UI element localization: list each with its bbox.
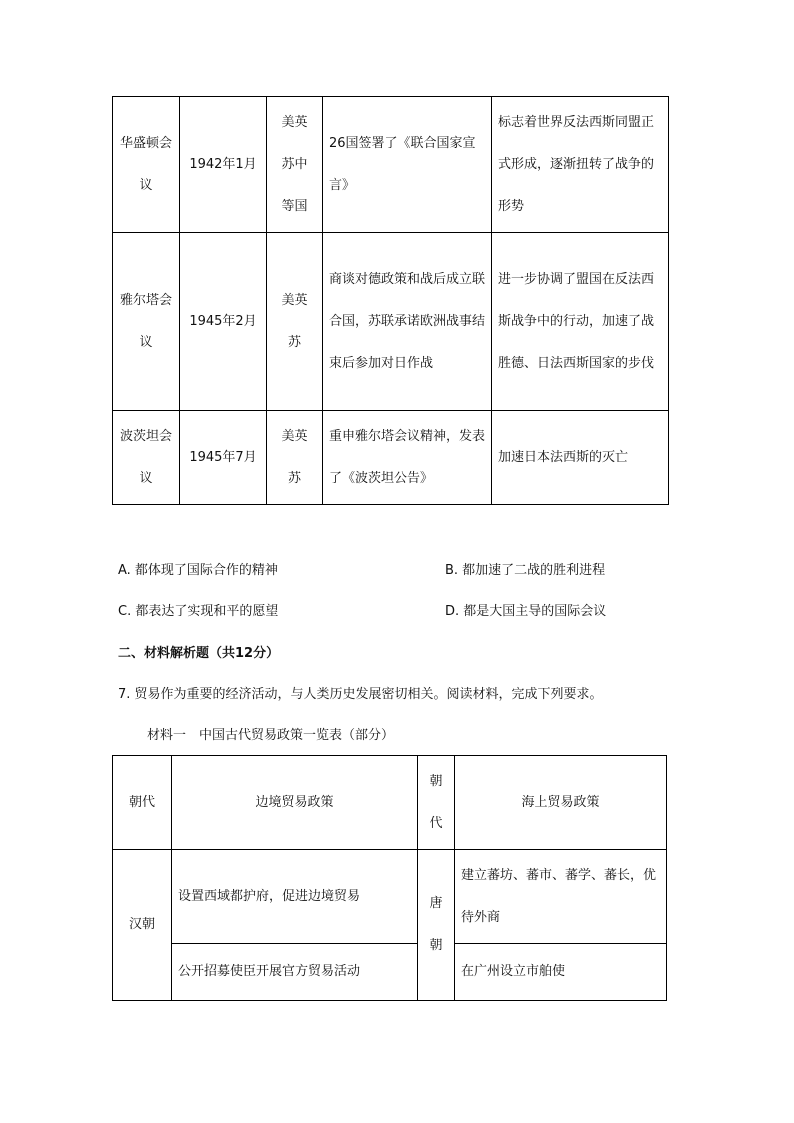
table-header-row — [113, 756, 667, 850]
header-dynasty: 朝代 — [113, 756, 172, 850]
table-row — [113, 850, 667, 944]
option-a[interactable]: A. 都体现了国际合作的精神 — [118, 563, 278, 578]
table-row — [113, 944, 667, 1001]
conference-date: 1945年7月 — [180, 411, 267, 505]
table-row — [113, 97, 669, 233]
trade-policy-table — [112, 755, 667, 1001]
conference-content: 26国签署了《联合国家宣言》 — [323, 97, 492, 233]
conference-content: 商谈对德政策和战后成立联合国，苏联承诺欧洲战事结束后参加对日作战 — [323, 233, 492, 411]
conference-date: 1942年1月 — [180, 97, 267, 233]
question-text: 7. 贸易作为重要的经济活动，与人类历史发展密切相关。阅读材料，完成下列要求。 — [118, 687, 603, 702]
conference-date: 1945年2月 — [180, 233, 267, 411]
table-row — [113, 411, 669, 505]
header-border-policy: 边境贸易政策 — [172, 756, 418, 850]
conference-countries: 美英苏 — [267, 233, 323, 411]
sea-policy: 在广州设立市舶使 — [455, 944, 667, 1001]
conference-name: 华盛顿会议 — [113, 97, 180, 233]
header-sea-policy: 海上贸易政策 — [455, 756, 667, 850]
header-dynasty-2: 朝代 — [418, 756, 455, 850]
conference-name: 雅尔塔会议 — [113, 233, 180, 411]
dynasty-han: 汉朝 — [113, 850, 172, 1001]
conference-countries: 美英苏中等国 — [267, 97, 323, 233]
conference-name: 波茨坦会议 — [113, 411, 180, 505]
conference-significance: 进一步协调了盟国在反法西斯战争中的行动，加速了战胜德、日法西斯国家的步伐 — [492, 233, 669, 411]
dynasty-tang: 唐朝 — [418, 850, 455, 1001]
option-d[interactable]: D. 都是大国主导的国际会议 — [445, 604, 607, 619]
conference-content: 重申雅尔塔会议精神，发表了《波茨坦公告》 — [323, 411, 492, 505]
option-c[interactable]: C. 都表达了实现和平的愿望 — [118, 604, 279, 619]
option-b[interactable]: B. 都加速了二战的胜利进程 — [445, 563, 606, 578]
conference-significance: 加速日本法西斯的灭亡 — [492, 411, 669, 505]
material-title: 材料一 中国古代贸易政策一览表（部分） — [147, 728, 395, 743]
conference-significance: 标志着世界反法西斯同盟正式形成，逐渐扭转了战争的形势 — [492, 97, 669, 233]
section-heading: 二、材料解析题（共12分） — [118, 646, 280, 661]
conference-countries: 美英苏 — [267, 411, 323, 505]
conference-table — [112, 96, 669, 505]
sea-policy: 建立蕃坊、蕃市、蕃学、蕃长，优待外商 — [455, 850, 667, 944]
border-policy: 设置西域都护府，促进边境贸易 — [172, 850, 418, 944]
table-row — [113, 233, 669, 411]
border-policy: 公开招募使臣开展官方贸易活动 — [172, 944, 418, 1001]
